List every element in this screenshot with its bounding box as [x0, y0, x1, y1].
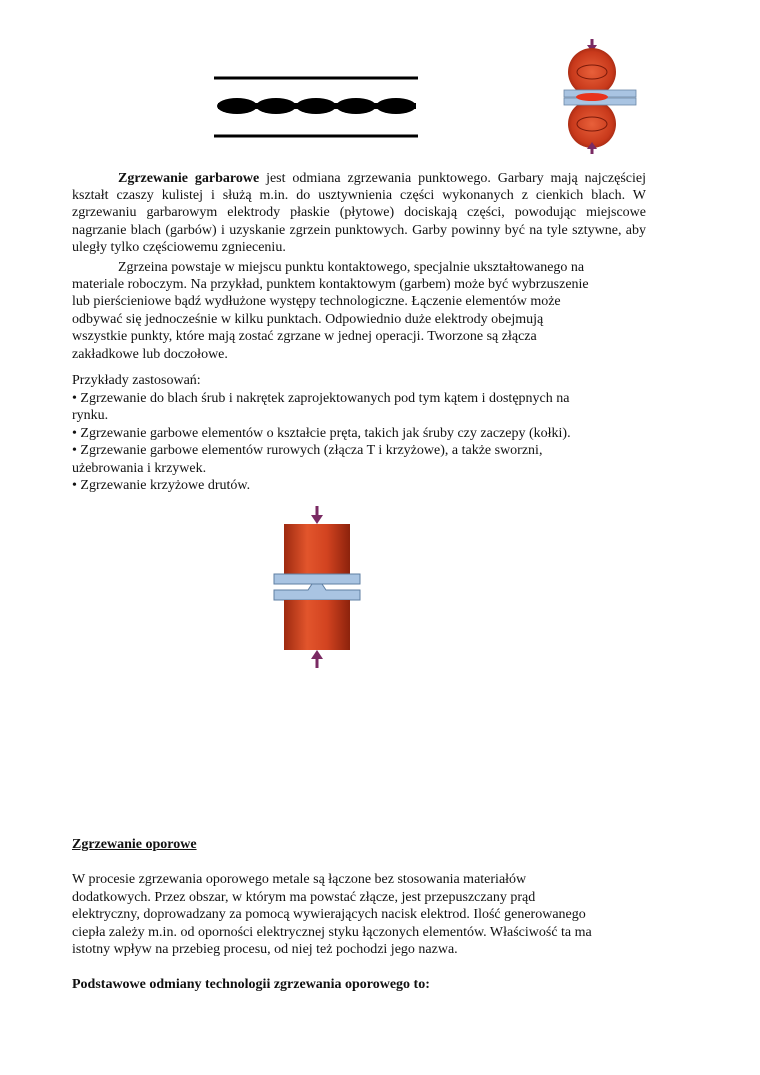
- examples-heading: Przykłady zastosowań:: [72, 373, 201, 388]
- paragraph-garbarowe-intro: [72, 170, 646, 256]
- example-item-1: • Zgrzewanie do blach śrub i nakrętek zaprojektowanych pod tym kątem i dostępnych na: [72, 391, 570, 406]
- oporowe-line-4: ciepła zależy m.in. od oporności elektrycznej styku łączonych elementów. Właściwość ta ma: [72, 925, 592, 940]
- p2-line-6: zakładkowe lub doczołowe.: [72, 347, 228, 362]
- roller-electrodes-figure: [558, 36, 638, 156]
- example-item-4: • Zgrzewanie krzyżowe drutów.: [72, 478, 251, 493]
- example-item-1-cont: rynku.: [72, 408, 109, 423]
- p2-line-2: materiale roboczym. Na przykład, punktem kontaktowym (garbem) może być wybrzuszenie: [72, 277, 589, 292]
- p2-line-4: odbywać się jednocześnie w kilku punktach. Odpowiednio duże elektrody obejmują: [72, 312, 544, 327]
- p2-line-1: Zgrzeina powstaje w miejscu punktu kontaktowego, specjalnie ukształtowanego na: [118, 260, 585, 275]
- projection-electrodes-figure: [272, 504, 362, 670]
- oporowe-line-3: elektryczny, doprowadzany za pomocą wywierających nacisk elektrod. Ilość generowanego: [72, 907, 586, 922]
- oporowe-line-1: W procesie zgrzewania oporowego metale są łączone bez stosowania materiałów: [72, 872, 527, 887]
- example-item-2: • Zgrzewanie garbowe elementów o kształcie pręta, takich jak śruby czy zaczepy (kołki).: [72, 426, 571, 441]
- example-item-3-cont: użebrowania i krzywek.: [72, 461, 207, 476]
- intro-text: jest odmiana zgrzewania punktowego. Garbary mają najczęściej kształt czaszy kulistej i służą m.in. do usztywnienia części wykonanych z cienkich blach. W zgrzewaniu garbarowym elektrody płaskie (płytowe) dociskają części, powodując miejscowe nagrzanie blach (garbów) i uzyskanie zgrzein punktowych. Garby powinny być na tyle sztywne, aby uległy tylko częściowemu zgnieceniu.: [72, 171, 646, 255]
- p2-line-5: wszystkie punkty, które mają zostać zgrzane w jednej operacji. Tworzone są złącza: [72, 329, 537, 344]
- oporowe-line-2: dodatkowych. Przez obszar, w którym ma powstać złącze, jest przepuszczany prąd: [72, 890, 536, 905]
- term-zgrzewanie-garbarowe: Zgrzewanie garbarowe: [118, 171, 260, 186]
- p2-line-3: lub pierścieniowe bądź wydłużone występy technologiczne. Łączenie elementów może: [72, 294, 561, 309]
- section-heading-zgrzewanie-oporowe: Zgrzewanie oporowe: [72, 837, 197, 852]
- subheading-odmiany: Podstawowe odmiany technologii zgrzewania oporowego to:: [72, 977, 430, 992]
- projection-weld-schematic: [208, 70, 422, 142]
- oporowe-line-5: istotny wpływ na przebieg procesu, od niej też pochodzi jego nazwa.: [72, 942, 458, 957]
- example-item-3: • Zgrzewanie garbowe elementów rurowych (złącza T i krzyżowe), a także sworzni,: [72, 443, 543, 458]
